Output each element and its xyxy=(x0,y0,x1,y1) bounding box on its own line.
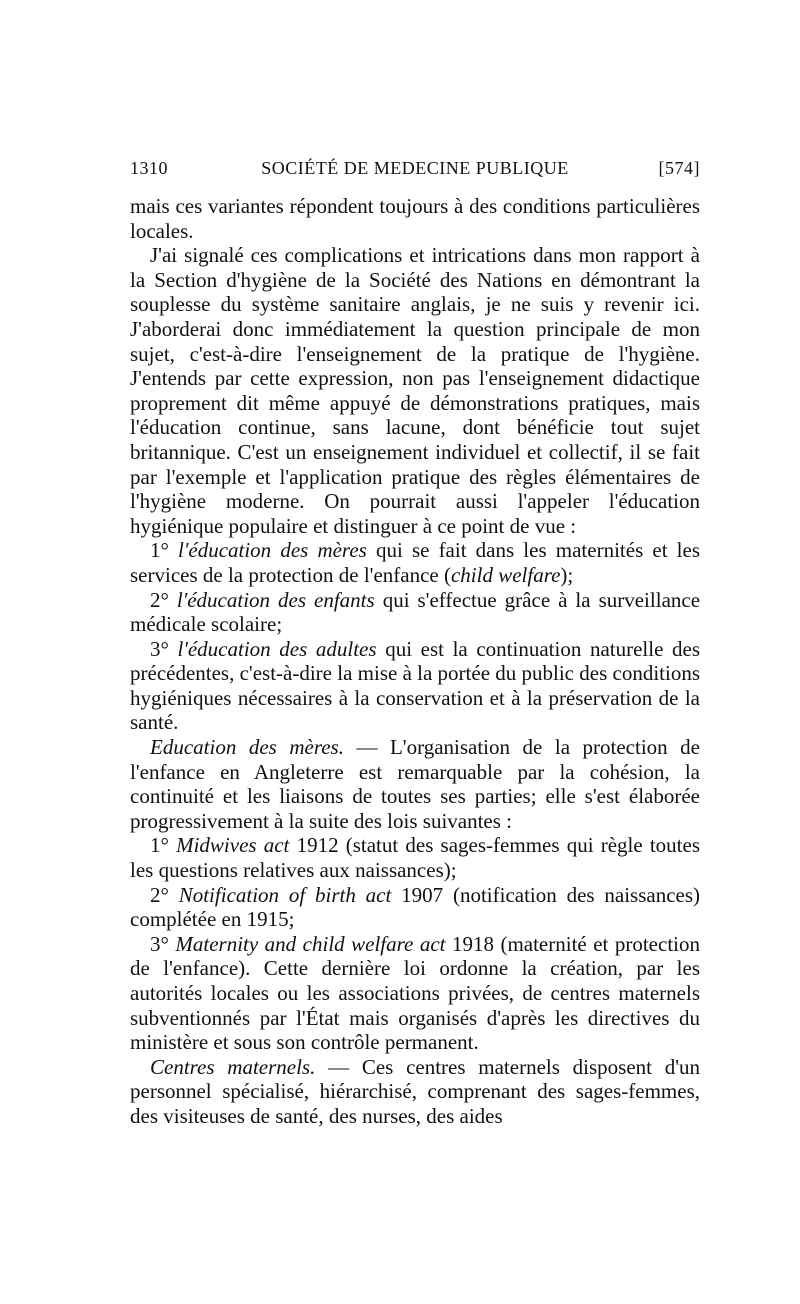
law-title: Midwives act xyxy=(176,833,290,858)
body-text xyxy=(130,194,700,1129)
law-item-midwives xyxy=(130,833,700,882)
section-text: — Ces centres maternels disposent d'un personnel spécialisé, hiérarchisé, comprenant des sages-femmes, des visiteuses de santé, des nurses, des aides xyxy=(130,1054,701,1128)
paragraph-continuation: mais ces variantes répondent toujours à des conditions particulières locales. xyxy=(130,194,700,243)
section-text: — L'organisation de la protection de l'enfance en Angleterre est remarquable par la cohésion, la continuité et les liaisons de toutes ses parties; elle s'est élaborée progressivement à la suite des lois suivantes : xyxy=(130,735,700,833)
law-text: 1912 (statut des sages-femmes qui règle toutes les questions relatives aux naissances); xyxy=(130,833,700,883)
list-text: qui se fait dans les maternités et les services de la protection de l'enfance ( xyxy=(130,538,700,587)
section-heading: Education des mères. xyxy=(150,735,344,760)
bracket-reference: [574] xyxy=(658,158,700,178)
list-term: l'éducation des enfants xyxy=(176,587,375,612)
list-item-education-adultes xyxy=(130,637,700,735)
list-text: qui s'effectue grâce à la surveillance médicale scolaire; xyxy=(130,587,701,637)
section-education-meres xyxy=(130,735,700,833)
section-centres-maternels xyxy=(130,1055,700,1129)
list-term: l'éducation des mères xyxy=(178,538,367,563)
list-text: qui est la continuation naturelle des précédentes, c'est-à-dire la mise à la portée du public des conditions hygiéniques nécessaires à la conservation et à la préservation de la santé. xyxy=(130,636,701,735)
running-title: SOCIÉTÉ DE MEDECINE PUBLIQUE xyxy=(261,158,569,178)
law-item-maternity xyxy=(130,932,700,1055)
law-title: Notification of birth act xyxy=(178,882,392,907)
page-number: 1310 xyxy=(130,158,168,178)
list-term-secondary: child welfare xyxy=(450,562,561,587)
list-number: 2° xyxy=(150,882,169,907)
list-item-education-meres xyxy=(130,538,700,587)
page-header xyxy=(130,158,700,184)
list-item-education-enfants xyxy=(130,588,700,637)
list-number: 1° xyxy=(150,833,169,858)
law-text: 1907 (notification des naissances) complétée en 1915; xyxy=(130,882,700,932)
law-item-notification xyxy=(130,883,700,932)
list-text-end: ); xyxy=(560,562,574,587)
list-term: l'éducation des adultes xyxy=(177,636,377,661)
paragraph-complications: J'ai signalé ces complications et intrications dans mon rapport à la Section d'hygiène de la Société des Nations en démontrant la souplesse du système sanitaire anglais, je ne suis y revenir ici. J'aborderai donc immédiatement la question principale de mon sujet, c'est-à-dire l'enseignement de la pratique de l'hygiène. J'entends par cette expression, non pas l'enseignement didactique proprement dit même appuyé de démonstrations pratiques, mais l'éducation continue, sans lacune, dont bénéficie tout sujet britannique. C'est un enseignement individuel et collectif, il se fait par l'exemple et l'application pratique des règles élémentaires de l'hygiène moderne. On pourrait aussi l'appeler l'éducation hygiénique populaire et distinguer à ce point de vue : xyxy=(130,243,700,538)
law-text: 1918 (maternité et protection de l'enfance). Cette dernière loi ordonne la création, par les autorités locales ou les associations privées, de centres maternels subventionnés par l'État mais organisés d'après les directives du ministère et sous son contrôle permanent. xyxy=(130,931,700,1055)
law-title: Maternity and child welfare act xyxy=(175,931,446,956)
list-number: 1° xyxy=(150,538,169,563)
section-heading: Centres maternels. xyxy=(150,1054,316,1079)
list-number: 3° xyxy=(150,931,169,956)
list-number: 2° xyxy=(150,587,169,612)
list-number: 3° xyxy=(150,636,169,661)
